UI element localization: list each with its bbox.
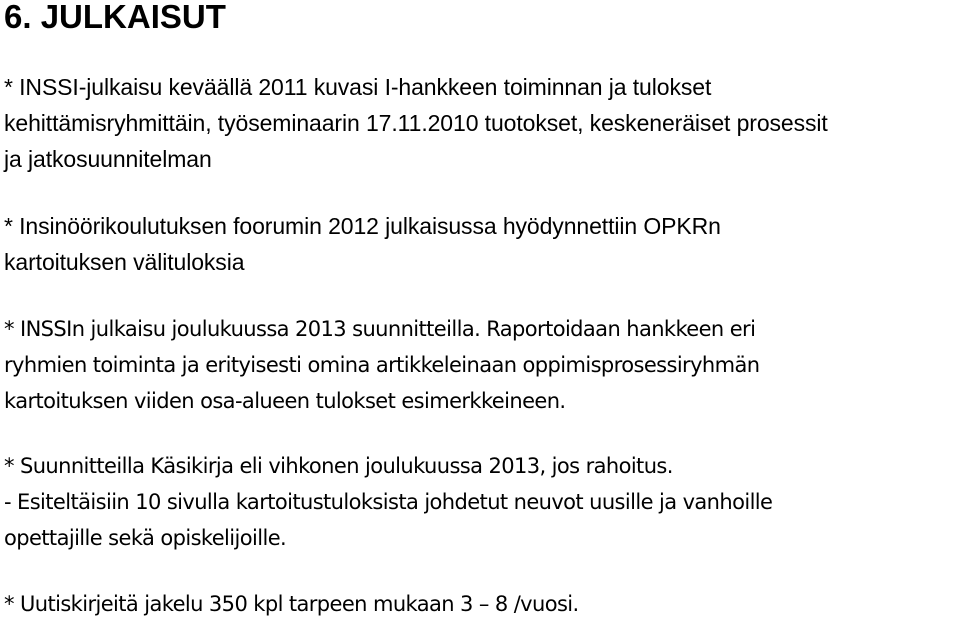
text-line: * INSSIn julkaisu joulukuussa 2013 suunnitteilla. Raportoidaan hankkeen eri <box>4 317 756 341</box>
paragraph-foorumi-2012 <box>4 208 954 280</box>
paragraph-uutiskirjeet <box>4 586 954 622</box>
text-line: * Suunnitteilla Käsikirja eli vihkonen joulukuussa 2013, jos rahoitus. <box>4 454 673 478</box>
text-line: kehittämisryhmittäin, työseminaarin 17.11.2010 tuotokset, keskeneräiset prosessit <box>4 110 828 136</box>
text-line: * Insinöörikoulutuksen foorumin 2012 julkaisussa hyödynnettiin OPKRn <box>4 213 721 239</box>
text-line: kartoituksen viiden osa-alueen tulokset esimerkkeineen. <box>4 389 566 413</box>
text-line: - Esiteltäisiin 10 sivulla kartoitustuloksista johdetut neuvot uusille ja vanhoille <box>4 490 773 514</box>
text-line: * Uutiskirjeitä jakelu 350 kpl tarpeen mukaan 3 – 8 /vuosi. <box>4 592 579 616</box>
paragraph-inssi-2013 <box>4 311 954 419</box>
slide-title: 6. JULKAISUT <box>4 0 226 35</box>
text-line: kartoituksen välituloksia <box>4 249 245 275</box>
text-line: opettajille sekä opiskelijoille. <box>4 526 287 550</box>
text-line: * INSSI-julkaisu keväällä 2011 kuvasi I-hankkeen toiminnan ja tulokset <box>4 74 712 100</box>
paragraph-kasikirja <box>4 448 954 556</box>
text-line: ja jatkosuunnitelman <box>4 146 212 172</box>
paragraph-inssi-2011 <box>4 69 954 177</box>
text-line: ryhmien toiminta ja erityisesti omina artikkeleinaan oppimisprosessiryhmän <box>4 353 760 377</box>
